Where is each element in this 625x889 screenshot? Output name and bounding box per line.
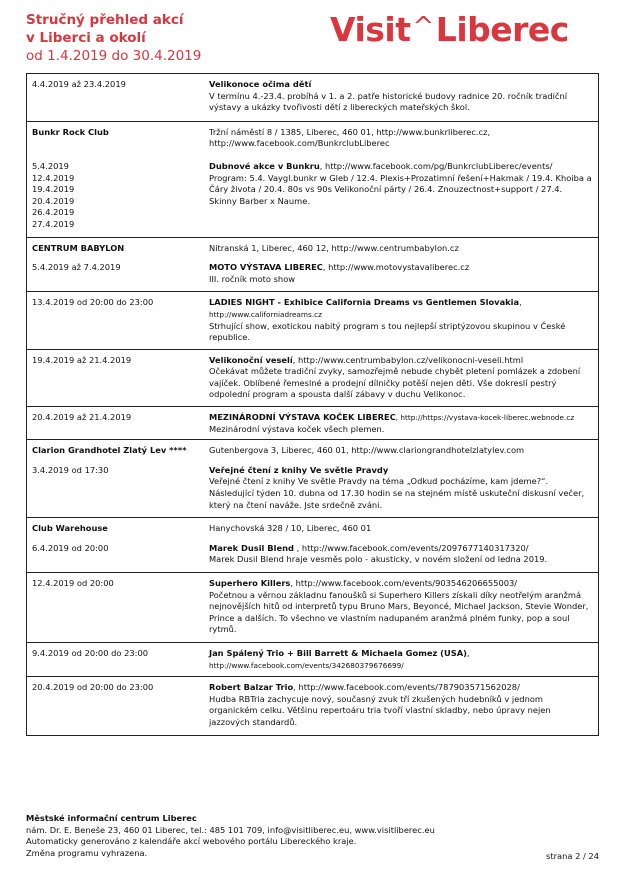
event-row [26,350,599,407]
events-table [26,73,599,736]
event-description: Strhující show, exotickou nabitý program s tou nejlepší striptýzovou skupinou v České republice. [209,320,566,343]
logo-word-visit: Visit [330,10,411,49]
venue-block [26,440,599,518]
event-row [26,407,599,440]
date-range: od 1.4.2019 do 30.4.2019 [26,48,202,64]
venue-info: Gutenbergova 3, Liberec, 460 01, http://www.clariongrandhotelzlatylev.com [209,445,525,456]
venue-block [26,518,599,573]
event-title: MOTO VÝSTAVA LIBEREC [209,262,323,273]
page-heading [26,11,201,66]
event-link[interactable]: , http://www.facebook.com/events/2097677140317320/ [293,542,529,553]
event-description: Mezinárodní výstava koček všech plemen. [209,423,385,434]
footer-generated-note: Automaticky generováno z kalendáře akcí webového portálu Libereckého kraje. [26,836,357,846]
event-description: Početnou a věrnou základnu fanoušků si Superhero Killers získali díky neotřelým aranžmá nejnovějších hitů od interpretů typu Bruno Mars, Beyoncé, Michael Jackson, Stevie Wonder, Prince a dalších. To všechno ve vlastním nadupaném aranžmá plném funky, pop a soul rytmů. [209,589,589,635]
event-date: 4.4.2019 až 23.4.2019 [32,79,126,89]
event-date: 27.4.2019 [32,218,75,229]
event-title: Veřejné čtení z knihy Ve světle Pravdy [209,464,389,475]
event-link[interactable]: http://www.facebook.com/events/342680379676699/ [209,660,404,670]
event-row [26,643,599,677]
event-link[interactable]: , http://www.centrumbabylon.cz/velikonocni-veseli.html [292,354,524,365]
event-link-separator: , [519,297,522,308]
event-link[interactable]: , http://www.facebook.com/pg/BunkrclubLiberec/events/ [319,160,553,171]
event-date: 9.4.2019 od 20:00 do 23:00 [32,647,149,658]
event-date: 13.4.2019 od 20:00 do 23:00 [32,297,154,308]
event-row [26,292,599,349]
venue-info: Nitranská 1, Liberec, 460 12, http://www.centrumbabylon.cz [209,242,459,253]
logo-word-liberec: Liberec [435,10,569,49]
event-date: 20.4.2019 až 21.4.2019 [32,412,132,423]
event-date: 20.4.2019 [32,195,75,206]
footer-address: nám. Dr. E. Beneše 23, 460 01 Liberec, tel.: 485 101 709, info@visitliberec.eu, www.visitliberec.eu [26,824,435,835]
event-link[interactable]: , http://https://vystava-kocek-liberec.webnode.cz [395,413,575,423]
event-description: Marek Dusil Blend hraje vesměs polo - akusticky, v novém složení od ledna 2019. [209,554,548,565]
event-description: Veřejné čtení z knihy Ve světle Pravdy na téma „Odkud pocházíme, kam jdeme?“. Následující týden 10. dubna od 17.30 hodin se na stejném místě uskuteční diskusní večer, který na čtení naváže. Jste srdečně zváni. [209,476,585,510]
venue-name: Club Warehouse [32,523,108,534]
event-title: Velikonoční veselí [209,354,293,365]
event-description: Očekávat můžete tradiční zvyky, samozřejmě nebude chybět pletení pomlázek a zdobení vajíček. Oblíbené řemeslné a prodejní dílničky potěší nejen děti. Vše dokreslí pestrý odpolední program a spousta další zábavy v duchu Velikonoc. [209,366,581,400]
venue-name: Clarion Grandhotel Zlatý Lev **** [32,445,187,456]
heading-line-2: v Liberci a okolí [26,30,146,46]
venue-name: Bunkr Rock Club [32,126,109,137]
event-description: III. ročník moto show [209,273,296,284]
event-dates [27,161,209,231]
event-title: Marek Dusil Blend [209,542,294,553]
event-date: 6.4.2019 od 20:00 [32,542,109,553]
event-row [26,677,599,735]
venue-name: CENTRUM BABYLON [32,242,125,253]
page-number: strana 2 / 24 [546,851,599,861]
venue-block [26,238,599,293]
event-description: Program: 5.4. Vaygl.bunkr w Gleb / 12.4. Plexis+Prozatimní řešení+Hakmak / 19.4. Khoiba a Čáry života / 20.4. 80s vs 90s Velikonoční párty / 26.4. Znouzectnost+support / 27.4. Skinny Barber x Naume. [209,172,592,206]
event-link-separator: , [466,647,470,658]
footer-organization: Městské informační centrum Liberec [26,813,197,823]
event-date: 5.4.2019 [32,160,69,171]
event-link[interactable]: , http://www.facebook.com/events/903546206655003/ [290,578,518,588]
event-date: 12.4.2019 [32,172,75,183]
footer [26,813,599,859]
venue-info: Hanychovská 328 / 10, Liberec, 460 01 [209,523,372,534]
event-date: 26.4.2019 [32,207,75,218]
event-description: Hudba RBTria zachycuje nový, současný zvuk tří zkušených hudebníků v jednom organickém celku. Většinu repertoáru tria tvoří vlastní skladby, nebo úpravy nejen jazzových standardů. [209,693,551,727]
event-title: Dubnové akce v Bunkru [209,160,320,171]
event-date: 5.4.2019 až 7.4.2019 [32,262,121,273]
logo-caret-icon: ^ [412,12,434,42]
event-description: V termínu 4.-23.4. probíhá v 1. a 2. patře historické budovy radnice 20. ročník tradiční výstavy a ukázky tvořivosti dětí z libereckých mateřských škol. [209,90,568,113]
event-date: 19.4.2019 až 21.4.2019 [32,354,132,365]
visit-liberec-logo [330,10,605,50]
event-title: Velikonoce očima dětí [209,79,312,89]
event-row [26,573,599,643]
event-title: MEZINÁRODNÍ VÝSTAVA KOČEK LIBEREC [209,412,396,423]
event-link[interactable]: http://www.californiadreams.cz [209,309,322,319]
event-title: Robert Balzar Trio [209,682,294,693]
event-title: Jan Spálený Trio + Bill Barrett & Michaela Gomez (USA) [209,647,467,658]
event-date: 3.4.2019 od 17:30 [32,464,109,475]
event-link[interactable]: , http://www.facebook.com/events/787903571562028/ [293,682,520,693]
event-date: 12.4.2019 od 20:00 [32,578,114,588]
event-date: 19.4.2019 [32,184,75,195]
venue-block [26,122,599,238]
event-date: 20.4.2019 od 20:00 do 23:00 [32,682,154,693]
event-row [26,74,599,122]
venue-info: Tržní náměstí 8 / 1385, Liberec, 460 01, http://www.bunkrliberec.cz, http://www.facebook.com/BunkrclubLiberec [209,126,491,149]
event-title: Superhero Killers [209,578,291,588]
heading-line-1: Stručný přehled akcí [26,12,184,28]
event-title: LADIES NIGHT - Exhibice California Dreams vs Gentlemen Slovakia [209,297,520,308]
footer-disclaimer: Změna programu vyhrazena. [26,847,148,858]
event-link[interactable]: , http://www.motovystavaliberec.cz [322,262,470,273]
